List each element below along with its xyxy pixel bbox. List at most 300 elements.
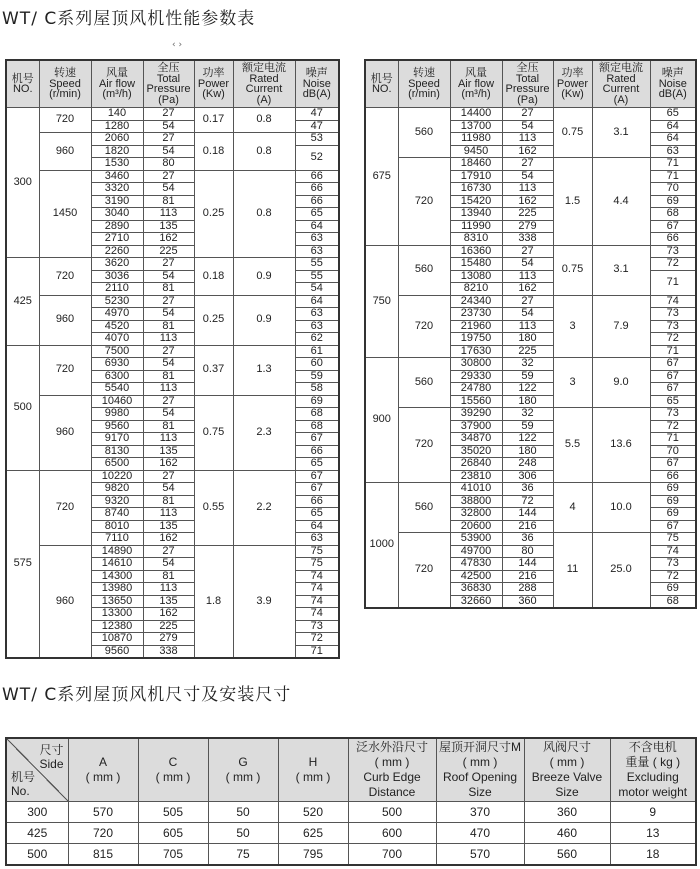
table-row: [365, 408, 696, 421]
noise-cell: 74: [295, 608, 339, 621]
header-line: 风量: [465, 67, 487, 80]
noise-cell: 67: [650, 358, 696, 371]
noise-cell: 73: [650, 245, 696, 258]
noise-cell: 74: [295, 583, 339, 596]
header-line: Power: [556, 77, 589, 90]
pressure-cell: 80: [143, 158, 194, 171]
noise-cell: 69: [650, 583, 696, 596]
airflow-cell: 15560: [450, 395, 502, 408]
header-noise: [295, 60, 339, 108]
airflow-cell: 13080: [450, 270, 502, 283]
current-cell: 0.9: [233, 295, 295, 345]
dim-cell: 500: [348, 802, 436, 823]
noise-cell: 66: [650, 470, 696, 483]
pressure-cell: 59: [502, 370, 553, 383]
noise-cell: 67: [650, 520, 696, 533]
table-row: [6, 170, 339, 183]
airflow-cell: 2890: [91, 220, 143, 233]
header-power: [553, 60, 592, 108]
header-line: (r/min): [49, 88, 81, 101]
power-cell: 0.18: [194, 258, 233, 296]
pressure-cell: 113: [143, 508, 194, 521]
airflow-cell: 29330: [450, 370, 502, 383]
current-cell: 3.1: [592, 108, 650, 158]
table-row: [6, 844, 696, 866]
airflow-cell: 1280: [91, 120, 143, 133]
corner-label: Side: [39, 757, 64, 771]
header-line: ( mm ): [85, 770, 121, 784]
pressure-cell: 135: [143, 220, 194, 233]
airflow-cell: 37900: [450, 420, 502, 433]
pressure-cell: 54: [502, 258, 553, 271]
pressure-cell: 27: [143, 295, 194, 308]
performance-table-title: WT/ C系列屋顶风机性能参数表: [2, 9, 256, 29]
header-line: (Kw): [561, 88, 584, 101]
speed-cell: 560: [398, 358, 450, 408]
airflow-cell: 10870: [91, 633, 143, 646]
power-cell: 3: [553, 295, 592, 358]
table-row: [6, 823, 696, 844]
pressure-cell: 54: [143, 120, 194, 133]
header-line: Breeze Valve: [531, 770, 603, 784]
model-number: 500: [6, 345, 39, 470]
airflow-cell: 15420: [450, 195, 502, 208]
noise-cell: 72: [650, 570, 696, 583]
header-line: 额定电流: [242, 62, 286, 74]
airflow-cell: 4520: [91, 320, 143, 333]
noise-cell: 67: [650, 458, 696, 471]
noise-cell: 67: [650, 220, 696, 233]
power-cell: 0.25: [194, 170, 233, 258]
dim-cell: 605: [138, 823, 208, 844]
pressure-cell: 27: [143, 345, 194, 358]
dim-cell: 13: [610, 823, 696, 844]
pressure-cell: 27: [143, 133, 194, 146]
header-line: (A): [256, 93, 272, 106]
header-line: 风阀尺寸: [542, 740, 591, 754]
pressure-cell: 36: [502, 533, 553, 546]
airflow-cell: 16360: [450, 245, 502, 258]
airflow-cell: 53900: [450, 533, 502, 546]
noise-cell: 63: [295, 320, 339, 333]
airflow-cell: 8010: [91, 520, 143, 533]
header-line: NO.: [371, 83, 392, 95]
header-line: 全压: [516, 62, 539, 74]
airflow-cell: 140: [91, 108, 143, 121]
header-current: [233, 60, 295, 108]
dim-cell: 520: [278, 802, 348, 823]
noise-cell: 73: [650, 308, 696, 321]
model-number: 900: [365, 358, 398, 483]
header-line: Rated: [606, 72, 636, 85]
noise-cell: 65: [650, 108, 696, 121]
pressure-cell: 279: [143, 633, 194, 646]
pressure-cell: 113: [502, 133, 553, 146]
dim-cell: 50: [208, 823, 278, 844]
current-cell: 3.9: [233, 545, 295, 658]
noise-cell: 59: [295, 370, 339, 383]
airflow-cell: 6930: [91, 358, 143, 371]
airflow-cell: 36830: [450, 583, 502, 596]
pressure-cell: 54: [143, 183, 194, 196]
speed-cell: 720: [39, 345, 91, 395]
pressure-cell: 162: [143, 458, 194, 471]
speed-cell: 720: [39, 470, 91, 545]
airflow-cell: 2060: [91, 133, 143, 146]
airflow-cell: 42500: [450, 570, 502, 583]
header-speed: [398, 60, 450, 108]
header-line: Total: [156, 72, 181, 85]
pressure-cell: 54: [143, 145, 194, 158]
airflow-cell: 4070: [91, 333, 143, 346]
header-line: (A): [613, 93, 629, 106]
table-row: [6, 295, 339, 308]
pressure-cell: 216: [502, 570, 553, 583]
header-power: [194, 60, 233, 108]
model-number: 1000: [365, 483, 398, 609]
current-cell: 0.8: [233, 108, 295, 133]
pressure-cell: 225: [143, 620, 194, 633]
pressure-cell: 135: [143, 520, 194, 533]
airflow-cell: 5230: [91, 295, 143, 308]
dimensions-table: [5, 737, 697, 866]
pressure-cell: 180: [502, 395, 553, 408]
noise-cell: 64: [650, 133, 696, 146]
noise-cell: 72: [650, 258, 696, 271]
pressure-cell: 81: [143, 495, 194, 508]
noise-cell: 72: [295, 633, 339, 646]
airflow-cell: 32660: [450, 595, 502, 608]
current-cell: 0.8: [233, 133, 295, 171]
header-line: 泛水外沿尺寸: [355, 740, 428, 754]
model-number: 750: [365, 245, 398, 358]
header-line: Roof Opening: [442, 770, 518, 784]
noise-cell: 69: [295, 395, 339, 408]
noise-cell: 63: [295, 533, 339, 546]
airflow-cell: 14400: [450, 108, 502, 121]
noise-cell: 62: [295, 333, 339, 346]
pressure-cell: 288: [502, 583, 553, 596]
noise-cell: 53: [295, 133, 339, 146]
header-line: 重量 ( kg ): [625, 755, 681, 769]
header-line: dB(A): [658, 88, 687, 101]
noise-cell: 60: [295, 358, 339, 371]
pressure-cell: 338: [502, 233, 553, 246]
header-line: NO.: [12, 83, 33, 95]
pressure-cell: 122: [502, 383, 553, 396]
noise-cell: 73: [650, 408, 696, 421]
header-line: Speed: [408, 77, 440, 90]
dim-header-col: [610, 738, 696, 802]
header-line: 不含电机: [628, 740, 677, 754]
airflow-cell: 20600: [450, 520, 502, 533]
performance-table-left: [5, 59, 340, 659]
dim-cell: 570: [68, 802, 138, 823]
pressure-cell: 54: [502, 120, 553, 133]
header-line: 噪声: [305, 67, 328, 80]
model-number: 300: [6, 108, 39, 258]
noise-cell: 74: [295, 595, 339, 608]
pressure-cell: 54: [502, 308, 553, 321]
airflow-cell: 49700: [450, 545, 502, 558]
airflow-cell: 13650: [91, 595, 143, 608]
pressure-cell: 225: [143, 245, 194, 258]
header-line: 功率: [202, 67, 225, 80]
pressure-cell: 27: [502, 245, 553, 258]
airflow-cell: 2710: [91, 233, 143, 246]
noise-cell: 74: [650, 545, 696, 558]
noise-cell: 75: [295, 558, 339, 571]
airflow-cell: 9980: [91, 408, 143, 421]
noise-cell: 74: [295, 570, 339, 583]
noise-cell: 73: [650, 558, 696, 571]
pressure-cell: 279: [502, 220, 553, 233]
speed-cell: 1450: [39, 170, 91, 258]
dim-cell: 500: [6, 844, 68, 866]
pressure-cell: 113: [143, 383, 194, 396]
airflow-cell: 7500: [91, 345, 143, 358]
current-cell: 0.8: [233, 170, 295, 258]
pressure-cell: 113: [502, 270, 553, 283]
airflow-cell: 47830: [450, 558, 502, 571]
header-line: (Kw): [202, 88, 225, 101]
pressure-cell: 81: [143, 370, 194, 383]
speed-cell: 720: [39, 258, 91, 296]
model-number: 425: [6, 258, 39, 346]
noise-cell: 67: [295, 483, 339, 496]
header-line: Air flow: [457, 77, 495, 90]
dim-cell: 560: [524, 844, 610, 866]
header-line: Noise: [302, 77, 331, 90]
header-line: dB(A): [302, 88, 331, 101]
header-speed: [39, 60, 91, 108]
pressure-cell: 81: [143, 195, 194, 208]
pressure-cell: 54: [143, 358, 194, 371]
airflow-cell: 8310: [450, 233, 502, 246]
table-row: [365, 158, 696, 171]
dim-cell: 370: [436, 802, 524, 823]
dim-cell: 50: [208, 802, 278, 823]
power-cell: 3: [553, 358, 592, 408]
corner-label: 机号: [11, 770, 36, 784]
dim-cell: 470: [436, 823, 524, 844]
airflow-cell: 9450: [450, 145, 502, 158]
current-cell: 1.3: [233, 345, 295, 395]
dimensions-table-title: WT/ C系列屋顶风机尺寸及安装尺寸: [2, 685, 292, 705]
noise-cell: 65: [650, 395, 696, 408]
pressure-cell: 80: [502, 545, 553, 558]
airflow-cell: 3620: [91, 258, 143, 271]
airflow-cell: 23810: [450, 470, 502, 483]
table-row: [6, 395, 339, 408]
pressure-cell: 225: [502, 345, 553, 358]
pressure-cell: 162: [143, 533, 194, 546]
header-line: ( mm ): [225, 770, 261, 784]
noise-cell: 67: [295, 433, 339, 446]
dim-header-col: [348, 738, 436, 802]
airflow-cell: 35020: [450, 445, 502, 458]
pressure-cell: 113: [502, 320, 553, 333]
header-current: [592, 60, 650, 108]
header-line: Speed: [49, 77, 81, 90]
header-line: Current: [602, 83, 640, 95]
header-line: Total: [515, 72, 540, 85]
current-cell: 2.2: [233, 470, 295, 545]
table-row: [365, 533, 696, 546]
header-line: Current: [245, 83, 283, 95]
noise-cell: 65: [295, 508, 339, 521]
pressure-cell: 27: [143, 395, 194, 408]
table-row: [365, 295, 696, 308]
noise-cell: 63: [295, 233, 339, 246]
noise-cell: 71: [650, 345, 696, 358]
pressure-cell: 162: [143, 608, 194, 621]
noise-cell: 74: [650, 295, 696, 308]
airflow-cell: 12380: [91, 620, 143, 633]
dim-cell: 18: [610, 844, 696, 866]
dim-header-col: [208, 738, 278, 802]
header-line: 机号: [370, 72, 393, 85]
pressure-cell: 216: [502, 520, 553, 533]
noise-cell: 68: [650, 595, 696, 608]
airflow-cell: 17910: [450, 170, 502, 183]
dim-header-col: [524, 738, 610, 802]
pressure-cell: 59: [502, 420, 553, 433]
noise-cell: 64: [295, 520, 339, 533]
airflow-cell: 6300: [91, 370, 143, 383]
header-line: ( mm ): [155, 770, 191, 784]
header-line: Air flow: [98, 77, 136, 90]
header-no: [6, 60, 39, 108]
noise-cell: 71: [295, 645, 339, 658]
corner-label: No.: [11, 784, 30, 798]
airflow-cell: 13700: [450, 120, 502, 133]
airflow-cell: 16730: [450, 183, 502, 196]
noise-cell: 47: [295, 108, 339, 121]
noise-cell: 55: [295, 270, 339, 283]
speed-cell: 960: [39, 545, 91, 658]
pressure-cell: 54: [143, 270, 194, 283]
header-line: ( mm ): [295, 770, 331, 784]
airflow-cell: 1820: [91, 145, 143, 158]
table-row: [365, 358, 696, 371]
dim-header-col: [138, 738, 208, 802]
dim-cell: 700: [348, 844, 436, 866]
power-cell: 0.37: [194, 345, 233, 395]
dim-cell: 425: [6, 823, 68, 844]
airflow-cell: 5540: [91, 383, 143, 396]
header-airflow: [91, 60, 143, 108]
header-pressure: [502, 60, 553, 108]
header-line: ( mm ): [374, 755, 410, 769]
pressure-cell: 113: [143, 208, 194, 221]
airflow-cell: 3320: [91, 183, 143, 196]
power-cell: 0.75: [553, 245, 592, 295]
speed-cell: 720: [398, 295, 450, 358]
pressure-cell: 54: [502, 170, 553, 183]
noise-cell: 67: [650, 370, 696, 383]
speed-cell: 560: [398, 483, 450, 533]
airflow-cell: 14610: [91, 558, 143, 571]
airflow-cell: 21960: [450, 320, 502, 333]
pressure-cell: 122: [502, 433, 553, 446]
header-line: 全压: [157, 62, 180, 74]
current-cell: 7.9: [592, 295, 650, 358]
noise-cell: 64: [295, 220, 339, 233]
power-cell: 0.17: [194, 108, 233, 133]
airflow-cell: 15480: [450, 258, 502, 271]
noise-cell: 63: [295, 245, 339, 258]
header-line: C: [168, 755, 178, 769]
pressure-cell: 113: [143, 333, 194, 346]
header-line: Distance: [368, 785, 416, 799]
noise-cell: 52: [295, 145, 339, 170]
header-line: H: [308, 755, 318, 769]
airflow-cell: 18460: [450, 158, 502, 171]
airflow-cell: 34870: [450, 433, 502, 446]
pressure-cell: 36: [502, 483, 553, 496]
header-line: 转速: [413, 67, 435, 80]
noise-cell: 71: [650, 170, 696, 183]
dim-cell: 625: [278, 823, 348, 844]
dim-cell: 570: [436, 844, 524, 866]
dim-cell: 600: [348, 823, 436, 844]
pressure-cell: 81: [143, 570, 194, 583]
header-line: Pressure: [146, 83, 191, 95]
model-number: 575: [6, 470, 39, 658]
noise-cell: 66: [295, 170, 339, 183]
airflow-cell: 8130: [91, 445, 143, 458]
header-line: Size: [468, 785, 492, 799]
header-noise: [650, 60, 696, 108]
pressure-cell: 113: [143, 433, 194, 446]
speed-cell: 960: [39, 133, 91, 171]
noise-cell: 66: [295, 183, 339, 196]
header-line: Noise: [658, 77, 687, 90]
pressure-cell: 144: [502, 558, 553, 571]
airflow-cell: 9170: [91, 433, 143, 446]
pressure-cell: 113: [502, 183, 553, 196]
table-row: [365, 483, 696, 496]
pressure-cell: 27: [143, 470, 194, 483]
airflow-cell: 13980: [91, 583, 143, 596]
current-cell: 9.0: [592, 358, 650, 408]
pressure-cell: 32: [502, 358, 553, 371]
speed-cell: 720: [398, 408, 450, 483]
airflow-cell: 1530: [91, 158, 143, 171]
power-cell: 1.5: [553, 158, 592, 246]
header-line: (Pa): [517, 93, 538, 106]
pressure-cell: 306: [502, 470, 553, 483]
airflow-cell: 3036: [91, 270, 143, 283]
noise-cell: 75: [650, 533, 696, 546]
airflow-cell: 24340: [450, 295, 502, 308]
noise-cell: 68: [295, 420, 339, 433]
corner-label: 尺寸: [39, 743, 64, 757]
pressure-cell: 180: [502, 333, 553, 346]
performance-table-header: [365, 60, 696, 108]
current-cell: 4.4: [592, 158, 650, 246]
noise-cell: 69: [650, 495, 696, 508]
speed-cell: 960: [39, 295, 91, 345]
airflow-cell: 14300: [91, 570, 143, 583]
pressure-cell: 27: [502, 158, 553, 171]
airflow-cell: 11980: [450, 133, 502, 146]
power-cell: 0.18: [194, 133, 233, 171]
margin-mark: ‹ ›: [172, 40, 183, 50]
table-row: [6, 108, 339, 121]
noise-cell: 69: [650, 508, 696, 521]
